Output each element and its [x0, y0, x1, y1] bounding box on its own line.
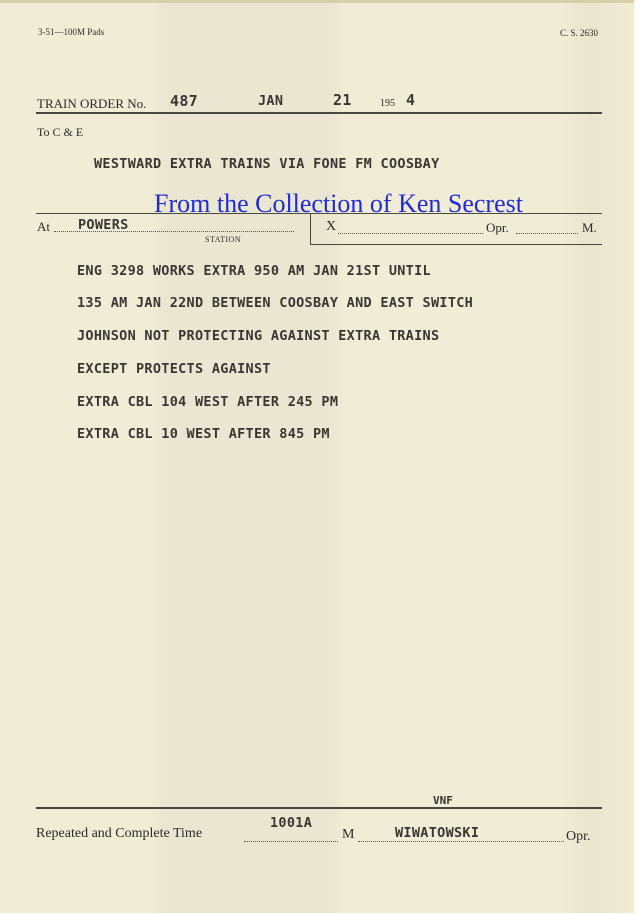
- order-month: JAN: [258, 93, 284, 109]
- opr-label: Opr.: [486, 220, 509, 235]
- operator-name: WIWATOWSKI: [395, 825, 480, 841]
- station-bottom-rule: [310, 244, 602, 245]
- order-body-line: 135 AM JAN 22ND BETWEEN COOSBAY AND EAST SWITCH: [77, 295, 474, 311]
- m-label: M.: [582, 220, 597, 235]
- order-body-line: EXTRA CBL 10 WEST AFTER 845 PM: [77, 426, 330, 442]
- station-value: POWERS: [78, 217, 129, 233]
- order-day: 21: [333, 91, 352, 109]
- addressee-label: To C & E: [37, 125, 84, 139]
- order-line-rule: [36, 112, 602, 114]
- footer-rule: [36, 807, 602, 809]
- time-dotted-line: [244, 841, 338, 842]
- station-caption: STATION: [205, 235, 242, 244]
- addressee-text: WESTWARD EXTRA TRAINS VIA FONE FM COOSBAY: [94, 156, 440, 172]
- opr-dotted-line: [516, 233, 578, 234]
- station-dotted-line: [54, 231, 294, 232]
- x-label: X: [326, 219, 337, 234]
- form-code-right: C. S. 2630: [560, 28, 599, 38]
- order-body-line: EXTRA CBL 104 WEST AFTER 245 PM: [77, 394, 339, 410]
- operator-dotted-line: [358, 841, 564, 842]
- station-at-label: At: [37, 219, 50, 234]
- train-order-label: TRAIN ORDER No.: [37, 96, 147, 111]
- order-year-prefix: 195: [380, 98, 395, 109]
- footer-m-label: M: [342, 827, 355, 842]
- form-code-left: 3-51—100M Pads: [38, 27, 105, 37]
- x-dotted-line: [338, 233, 483, 234]
- repeated-time-label: Repeated and Complete Time: [36, 826, 203, 841]
- repeated-time-value: 1001A: [270, 815, 313, 831]
- order-body-line: EXCEPT PROTECTS AGAINST: [77, 361, 271, 377]
- train-order-number: 487: [170, 92, 198, 110]
- footer-opr-label: Opr.: [566, 829, 591, 844]
- order-body-line: ENG 3298 WORKS EXTRA 950 AM JAN 21ST UNTIL: [77, 263, 431, 279]
- order-year-suffix: 4: [406, 91, 416, 109]
- order-body-line: JOHNSON NOT PROTECTING AGAINST EXTRA TRAINS: [77, 328, 440, 344]
- collection-watermark: From the Collection of Ken Secrest: [154, 189, 523, 218]
- footer-initials: VNF: [433, 794, 453, 807]
